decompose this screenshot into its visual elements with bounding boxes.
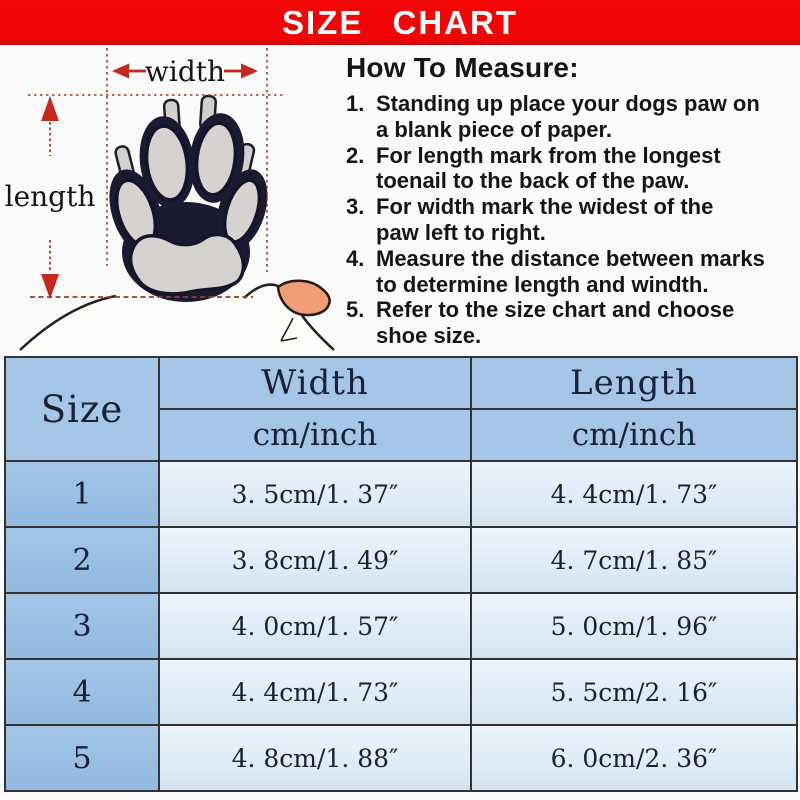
cell-size: 4 xyxy=(5,659,159,725)
arrow-right-icon xyxy=(241,64,258,79)
cell-size: 1 xyxy=(5,461,159,527)
cell-length: 5. 0cm/1. 96″ xyxy=(471,593,797,659)
header-length: Length xyxy=(471,357,797,409)
table-row xyxy=(5,659,797,725)
cell-width: 3. 8cm/1. 49″ xyxy=(159,527,471,593)
banner-title: SIZE CHART xyxy=(282,3,518,41)
step-number: 3. xyxy=(346,194,365,220)
cell-width: 4. 8cm/1. 88″ xyxy=(159,725,471,791)
table-row xyxy=(5,461,797,527)
cell-length: 4. 4cm/1. 73″ xyxy=(471,461,797,527)
cell-size: 2 xyxy=(5,527,159,593)
banner xyxy=(0,0,800,45)
step-number: 1. xyxy=(346,91,365,116)
arrow-up-icon xyxy=(41,96,59,121)
paw-diagram-svg xyxy=(0,44,340,358)
table-row xyxy=(5,725,797,791)
step-text: Measure the distance between marks to determine length and windth. xyxy=(376,245,765,297)
length-label: length xyxy=(4,180,96,213)
step-text: For length mark from the longest toenail to the back of the paw. xyxy=(376,142,721,194)
cell-width: 4. 4cm/1. 73″ xyxy=(159,659,471,725)
header-length-unit: cm/inch xyxy=(471,409,797,461)
header-width-unit: cm/inch xyxy=(159,409,471,461)
table-row xyxy=(5,593,797,659)
step-text: For width mark the widest of the paw left to right. xyxy=(376,194,714,245)
table-row xyxy=(5,527,797,593)
cell-width: 4. 0cm/1. 57″ xyxy=(159,593,471,659)
arrow-down-icon xyxy=(41,274,59,299)
size-table xyxy=(4,356,798,792)
cell-width: 3. 5cm/1. 37″ xyxy=(159,461,471,527)
cell-length: 5. 5cm/2. 16″ xyxy=(471,659,797,725)
instruction-step-5 xyxy=(346,297,796,349)
step-text: Standing up place your dogs paw on a blank piece of paper. xyxy=(376,91,760,142)
cell-length: 4. 7cm/1. 85″ xyxy=(471,527,797,593)
step-number: 4. xyxy=(346,245,365,271)
instruction-step-3 xyxy=(346,194,796,246)
instruction-step-1 xyxy=(346,91,796,143)
instruction-step-4 xyxy=(346,246,796,298)
arrow-left-icon xyxy=(112,64,129,79)
header-size: Size xyxy=(5,357,159,461)
header-width: Width xyxy=(159,357,471,409)
cell-length: 6. 0cm/2. 36″ xyxy=(471,725,797,791)
instruction-step-2 xyxy=(346,143,796,195)
paw-print-icon xyxy=(100,96,277,302)
cell-size: 5 xyxy=(5,725,159,791)
step-number: 5. xyxy=(346,297,365,323)
cell-size: 3 xyxy=(5,593,159,659)
paw-measurement-diagram xyxy=(0,44,340,358)
instructions-heading: How To Measure: xyxy=(346,52,579,83)
width-label: width xyxy=(144,55,226,88)
step-text: Refer to the size chart and choose shoe size. xyxy=(376,297,735,349)
size-table-header xyxy=(5,357,797,461)
step-number: 2. xyxy=(346,142,365,168)
how-to-measure-section xyxy=(346,52,796,349)
